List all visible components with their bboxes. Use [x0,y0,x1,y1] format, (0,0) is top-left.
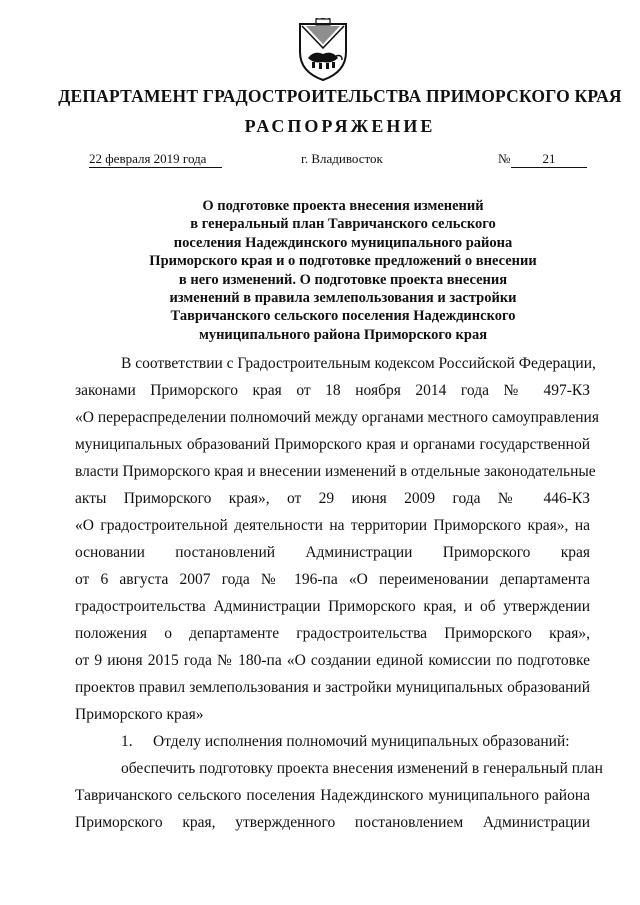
title-line: изменений в правила землепользования и застройки [169,290,517,307]
body-line: от 6 августа 2007 года № 196-па «О переименовании департамента [75,571,590,588]
document-body [75,350,603,836]
title-line: Тавричанского сельского поселения Надеждинского [170,308,516,325]
body-line: власти Приморского края и внесении изменений в отдельные законодательные [75,463,596,480]
title-line: в него изменений. О подготовке проекта внесения [178,271,508,288]
body-line: от 9 июня 2015 года № 180-па «О создании единой комиссии по подготовке [75,652,590,669]
item-1-text: Отделу исполнения полномочий муниципальных образований: [153,733,570,750]
item-1 [75,728,590,755]
document-type: РАСПОРЯЖЕНИЕ [244,116,436,136]
document-date: 22 февраля 2019 года [89,151,222,168]
document-number: 21 [511,151,587,168]
title-line: О подготовке проекта внесения изменений [202,198,484,214]
body-line: В соответствии с Градостроительным кодексом Российской Федерации, [121,355,596,372]
body-line: Приморского края» [75,706,204,723]
body-line: градостроительства Администрации Приморского края, и об утверждении [75,598,590,615]
document-number-label: № [498,151,511,166]
document-title [110,197,576,344]
title-line: поселения Надеждинского муниципального района [173,234,513,251]
department-name: ДЕПАРТАМЕНТ ГРАДОСТРОИТЕЛЬСТВА ПРИМОРСКОГО КРАЯ [58,86,622,106]
body-line: «О градостроительной деятельности на территории Приморского края», на [75,517,590,534]
body-line: «О перераспределении полномочий между органами местного самоуправления [75,409,599,426]
item-1-number: 1. [121,733,133,750]
body-line: основании постановлений Администрации Приморского края [75,544,590,561]
title-line: в генеральный план Тавричанского сельского [190,216,496,233]
coat-of-arms-emblem [296,18,350,82]
title-line: Приморского края и о подготовке предложений о внесении [149,253,537,270]
item-1-line: Приморского края, утвержденного постановлением Администрации [75,814,590,831]
body-line: законами Приморского края от 18 ноября 2014 года № 497-КЗ [75,382,590,399]
item-1-line: обеспечить подготовку проекта внесения изменений в генеральный план [121,760,603,777]
item-1-line: Тавричанского сельского поселения Надеждинского муниципального района [75,787,590,804]
body-line: положения о департаменте градостроительства Приморского края», [75,625,590,642]
title-line: муниципального района Приморского края [198,326,488,343]
body-line: муниципальных образований Приморского края и органами государственной [75,436,590,453]
body-line: проектов правил землепользования и застройки муниципальных образований [75,679,590,696]
document-city: г. Владивосток [301,151,383,166]
body-line: акты Приморского края», от 29 июня 2009 года № 446-КЗ [75,490,590,507]
